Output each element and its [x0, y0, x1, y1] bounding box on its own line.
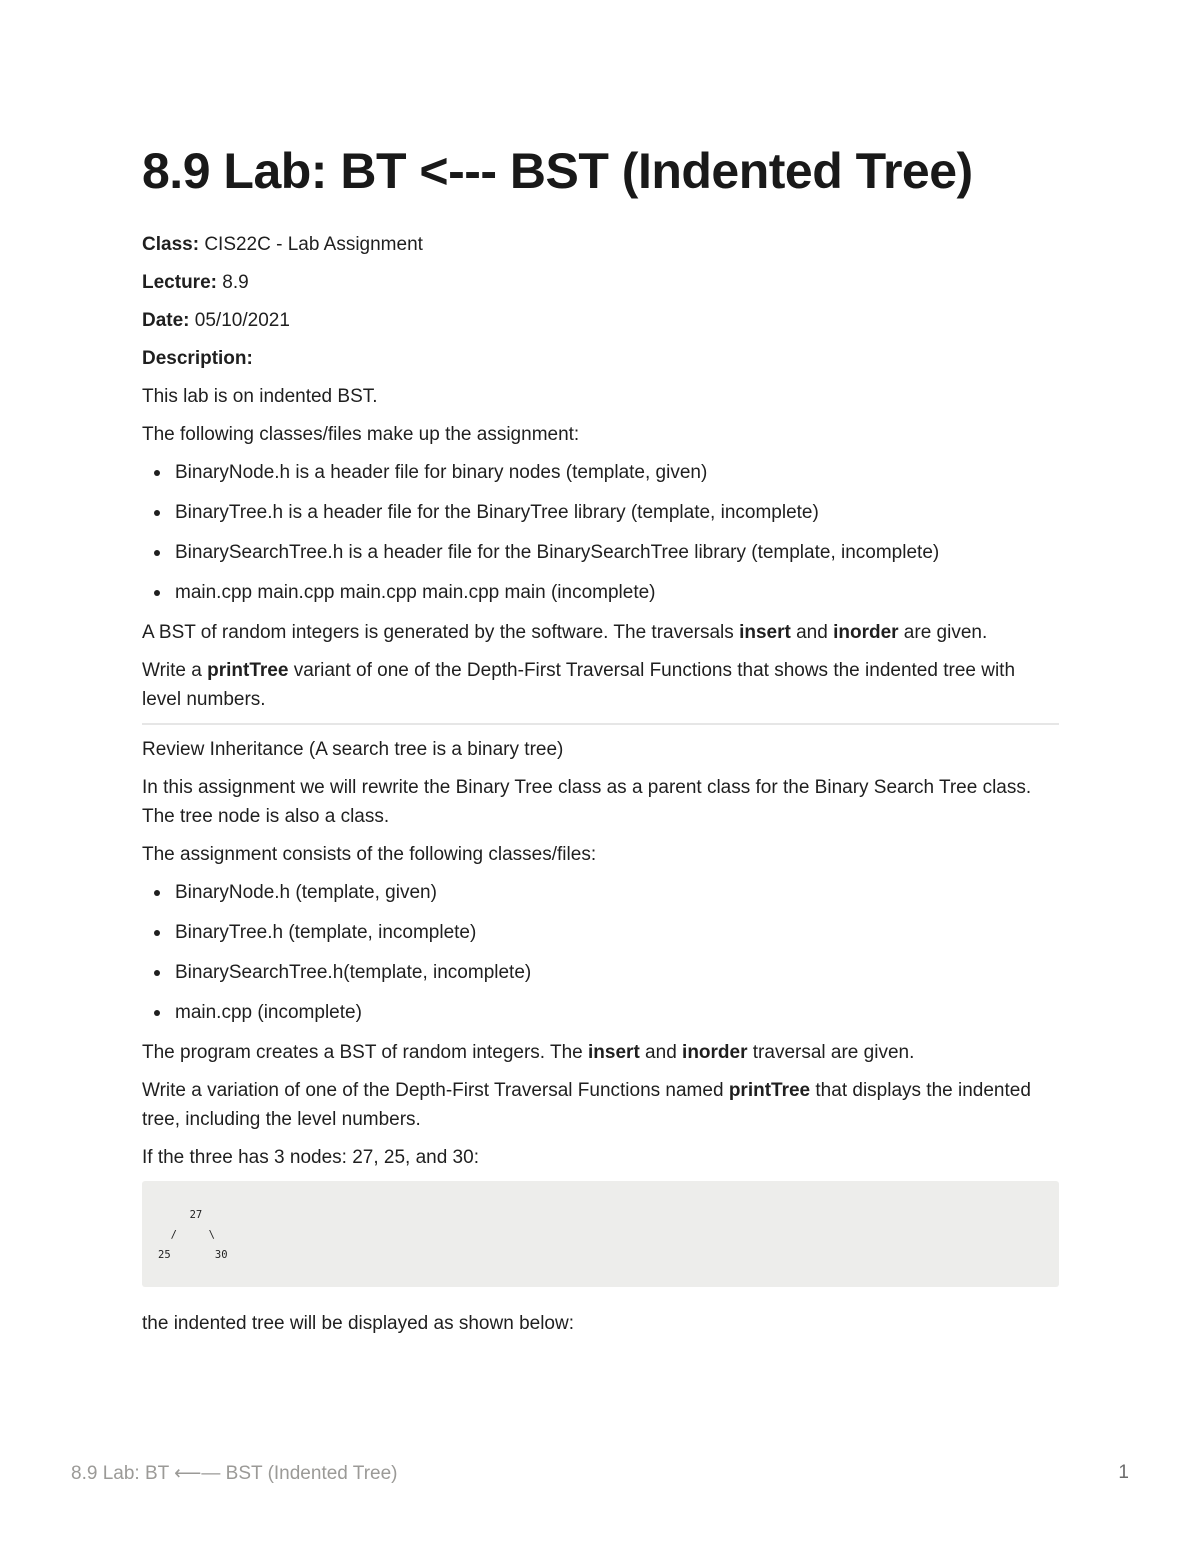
list-item: BinarySearchTree.h(template, incomplete) [142, 958, 1059, 987]
tree-diagram-code: 27 / \ 25 30 [158, 1209, 228, 1261]
lecture-value: 8.9 [222, 272, 249, 293]
text-span: that displays the indented tree, including the level numbers. [142, 1080, 1031, 1130]
list-item: BinaryTree.h is a header file for the BinaryTree library (template, incomplete) [142, 498, 1059, 527]
description-label: Description: [142, 348, 253, 369]
page-footer [71, 1462, 1129, 1485]
lecture-label: Lecture: [142, 272, 217, 293]
text-span: The program creates a BST of random integers. The [142, 1042, 589, 1063]
text-span: traversal are given. [747, 1042, 915, 1063]
printtree-keyword: printTree [728, 1080, 811, 1101]
printtree-paragraph [142, 656, 1059, 714]
tree-code-block [142, 1181, 1059, 1287]
traversals-paragraph [142, 618, 1059, 647]
files-list [142, 458, 1059, 607]
printtree-keyword: printTree [207, 660, 289, 681]
program-paragraph [142, 1038, 1059, 1067]
list-item: BinarySearchTree.h is a header file for the BinarySearchTree library (template, incomplete) [142, 538, 1059, 567]
metadata-block [142, 230, 1059, 373]
text-span: Write a [142, 660, 208, 681]
footer-title: 8.9 Lab: BT ⟵— BST (Indented Tree) [71, 1463, 398, 1484]
list-item: BinaryNode.h is a header file for binary nodes (template, given) [142, 458, 1059, 487]
page-number: 1 [1118, 1462, 1129, 1483]
text-span: and [790, 622, 834, 643]
date-label: Date: [142, 310, 190, 331]
class-label: Class: [142, 234, 200, 255]
rewrite-paragraph: In this assignment we will rewrite the Binary Tree class as a parent class for the Binary Search Tree class. The tree node is also a class. [142, 777, 1032, 827]
list-item: BinaryNode.h (template, given) [142, 878, 1059, 907]
variation-paragraph [142, 1076, 1059, 1134]
section-divider [142, 723, 1059, 725]
list-item: main.cpp (incomplete) [142, 998, 1059, 1027]
class-value: CIS22C - Lab Assignment [204, 234, 423, 255]
nodes-paragraph: If the three has 3 nodes: 27, 25, and 30: [142, 1147, 479, 1168]
document-body [142, 140, 1059, 1347]
page-title: 8.9 Lab: BT <--- BST (Indented Tree) [142, 143, 973, 199]
indented-tree-paragraph: the indented tree will be displayed as shown below: [142, 1313, 574, 1334]
text-span: Write a variation of one of the Depth-First Traversal Functions named [142, 1080, 729, 1101]
review-heading: Review Inheritance (A search tree is a binary tree) [142, 739, 564, 760]
date-value: 05/10/2021 [194, 310, 290, 331]
class-row [142, 230, 1059, 259]
files-intro: The following classes/files make up the assignment: [142, 424, 580, 445]
list-item: BinaryTree.h (template, incomplete) [142, 918, 1059, 947]
text-span: A BST of random integers is generated by the software. The traversals [142, 622, 740, 643]
assignment-files-list [142, 878, 1059, 1027]
intro-paragraph: This lab is on indented BST. [142, 386, 378, 407]
insert-keyword: insert [588, 1042, 640, 1063]
inorder-keyword: inorder [682, 1042, 748, 1063]
list-item: main.cpp main.cpp main.cpp main.cpp main (incomplete) [142, 578, 1059, 607]
description-row [142, 344, 1059, 373]
date-row [142, 306, 1059, 335]
lecture-row [142, 268, 1059, 297]
inorder-keyword: inorder [833, 622, 899, 643]
text-span: and [639, 1042, 683, 1063]
assignment-files-intro: The assignment consists of the following classes/files: [142, 844, 597, 865]
insert-keyword: insert [739, 622, 791, 643]
text-span: variant of one of the Depth-First Traversal Functions that shows the indented tree with level numbers. [142, 660, 1016, 710]
text-span: are given. [898, 622, 988, 643]
